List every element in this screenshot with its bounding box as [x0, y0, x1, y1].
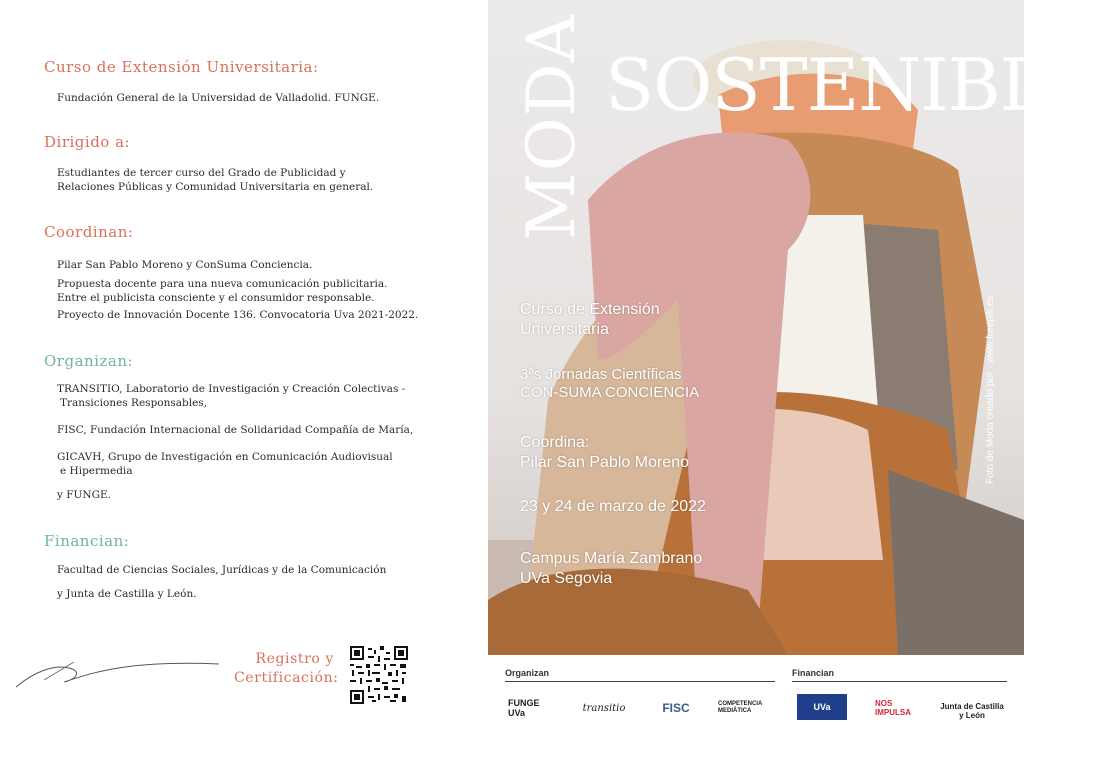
section-text-organizan	[57, 382, 413, 502]
section-title-financian: Financian:	[44, 532, 130, 550]
text-line: Curso de Extensión	[520, 301, 660, 318]
section-title-curso: Curso de Extensión Universitaria:	[44, 58, 319, 76]
section-text-dirigido	[57, 166, 373, 194]
cover-title-sostenible: SOSTENIBLE	[605, 43, 1098, 127]
text-line: e Hipermedia	[60, 465, 133, 477]
cover-title-moda: MODA	[513, 13, 590, 240]
fisc-logo: FISC	[662, 701, 690, 715]
text-line: Pilar San Pablo Moreno y ConSuma Conciencia.	[57, 259, 313, 271]
text-line: Propuesta docente para una nueva comunicación publicitaria.	[57, 278, 388, 290]
text-line: Estudiantes de tercer curso del Grado de Publicidad y	[57, 167, 346, 179]
text-line: Entre el publicista consciente y el consumidor responsable.	[57, 292, 375, 304]
divider	[505, 681, 775, 682]
text-line: FISC, Fundación Internacional de Solidaridad Compañía de María,	[57, 424, 414, 436]
text-line: y FUNGE.	[57, 489, 111, 501]
transitio-logo: transitio	[582, 702, 626, 714]
section-text-curso	[57, 91, 379, 105]
text-line: Registro y	[255, 651, 334, 667]
left-panel	[0, 0, 488, 757]
section-text-financian	[57, 563, 386, 601]
text-line: Fundación General de la Universidad de Valladolid. FUNGE.	[57, 92, 380, 104]
competencia-mediatica-logo: COMPETENCIA MEDIÁTICA	[718, 701, 763, 714]
section-title-dirigido: Dirigido a:	[44, 133, 131, 151]
funge-logo: FUNGE UVa	[508, 698, 540, 718]
text-line: GICAVH, Grupo de Investigación en Comunicación Audiovisual	[57, 451, 393, 463]
text-line: y Junta de Castilla y León.	[57, 588, 197, 600]
cover-date: 23 y 24 de marzo de 2022	[520, 498, 706, 515]
text-line: CON-SUMA CONCIENCIA	[520, 384, 700, 401]
nos-impulsa-logo: NOS IMPULSA	[875, 699, 911, 717]
cover-course	[520, 300, 660, 340]
text-line: Pilar San Pablo Moreno	[520, 454, 689, 471]
section-text-coordinan	[57, 258, 418, 322]
uva-logo: UVa	[797, 694, 847, 720]
text-line: Facultad de Ciencias Sociales, Jurídicas y de la Comunicación	[57, 564, 387, 576]
signature-image	[14, 652, 224, 692]
text-line: Relaciones Públicas y Comunidad Universitaria en general.	[57, 181, 374, 193]
qr-code[interactable]	[350, 646, 408, 704]
cover-coordina	[520, 433, 689, 473]
text-line: Universitaria	[520, 321, 609, 338]
text-line: Campus María Zambrano	[520, 550, 703, 567]
text-line: UVa Segovia	[520, 570, 613, 587]
junta-castilla-leon-logo: Junta de Castilla y León	[940, 702, 1004, 720]
financian-label: Financian	[792, 668, 835, 678]
text-line: 3ªs Jornadas Científicas	[520, 366, 682, 383]
section-title-organizan: Organizan:	[44, 352, 134, 370]
divider	[792, 681, 1007, 682]
cover-place	[520, 549, 702, 589]
cover-jornadas	[520, 366, 699, 402]
section-title-coordinan: Coordinan:	[44, 223, 134, 241]
organizan-label: Organizan	[505, 668, 550, 678]
text-line: Transiciones Responsables,	[60, 397, 208, 409]
text-line: Certificación:	[234, 670, 339, 686]
text-line: Proyecto de Innovación Docente 136. Convocatoria Uva 2021-2022.	[57, 309, 419, 321]
registro-label	[234, 650, 339, 688]
text-line: Coordina:	[520, 434, 590, 451]
text-line: TRANSITIO, Laboratorio de Investigación y Creación Colectivas -	[57, 383, 406, 395]
photo-credit: Foto de Moda creado por - www.freepik.es	[985, 295, 996, 485]
